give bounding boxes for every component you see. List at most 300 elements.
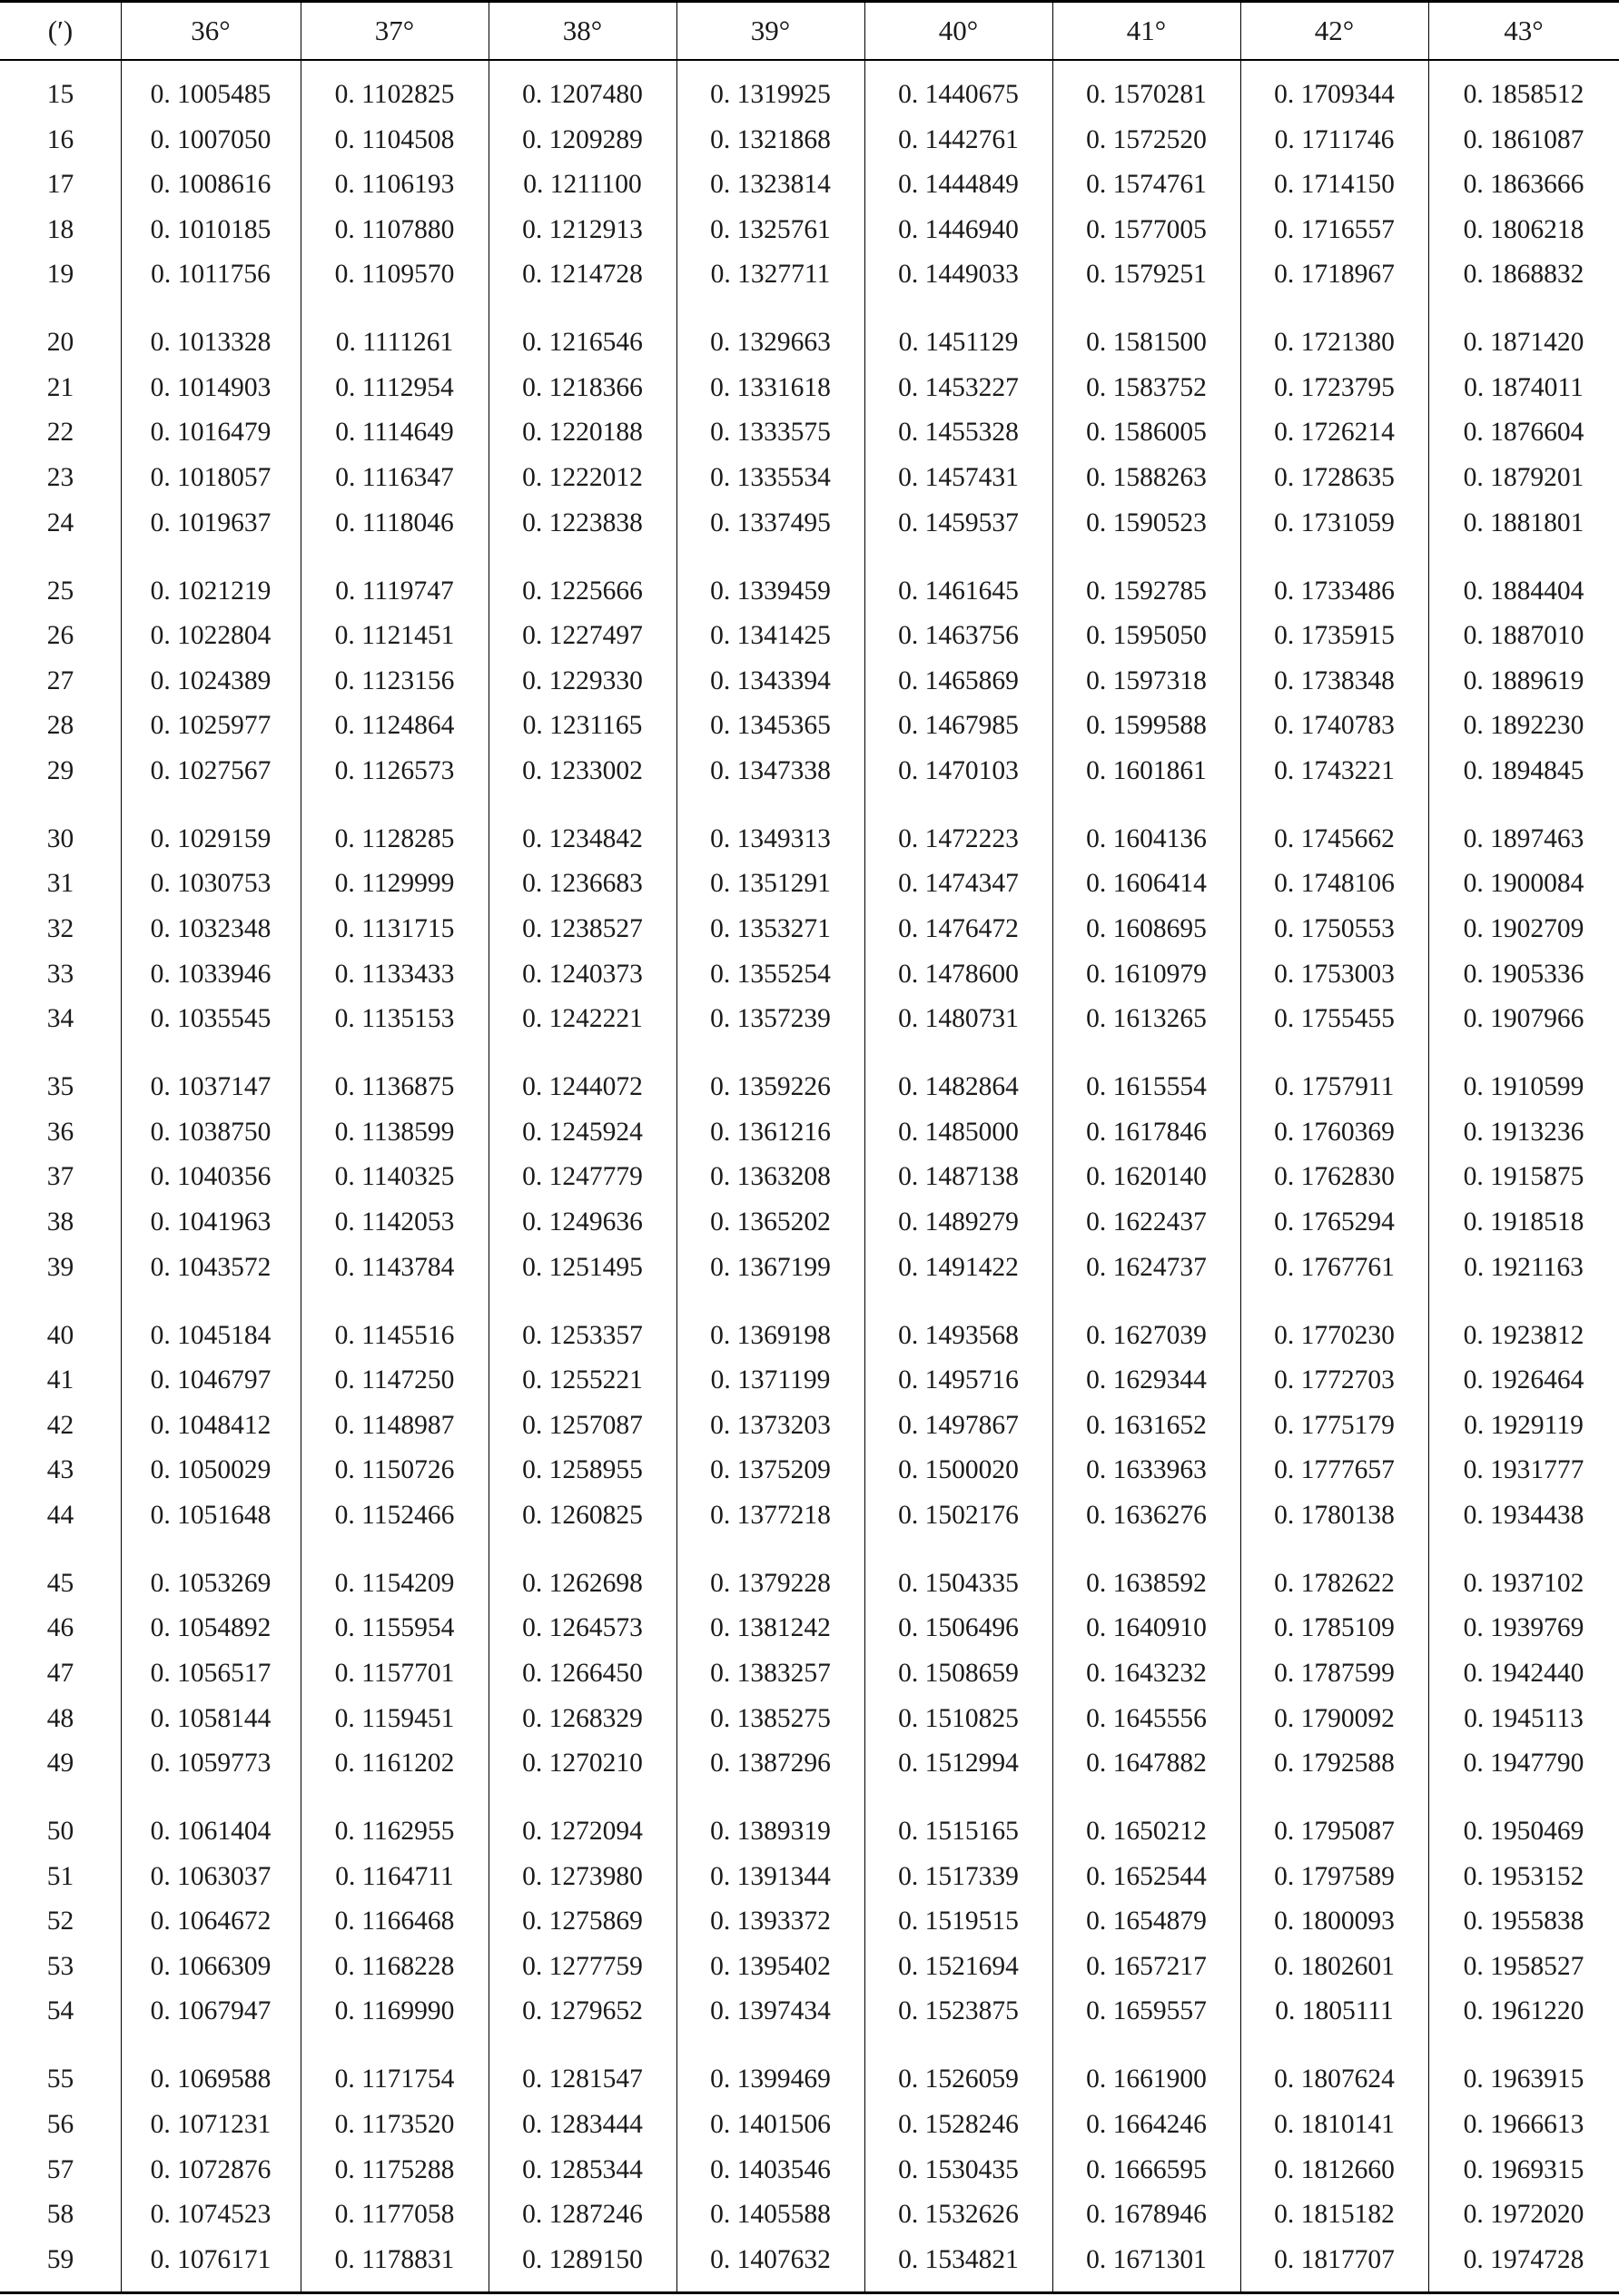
value-cell: 0. 1493568 xyxy=(898,1320,1019,1350)
table-row xyxy=(0,208,1619,253)
minute-cell: 47 xyxy=(46,1658,74,1688)
value-cell: 0. 1640910 xyxy=(1086,1613,1207,1643)
table-row xyxy=(0,1200,1619,1246)
value-cell: 0. 1963915 xyxy=(1463,2064,1584,2094)
value-cell: 0. 1327711 xyxy=(710,260,831,290)
value-cell: 0. 1279652 xyxy=(522,1996,643,2026)
value-cell: 0. 1958527 xyxy=(1463,1951,1584,1981)
value-cell: 0. 1738348 xyxy=(1274,665,1395,695)
value-cell: 0. 1782622 xyxy=(1274,1568,1395,1598)
value-cell: 0. 1457431 xyxy=(898,463,1019,493)
value-cell: 0. 1863666 xyxy=(1463,170,1584,200)
value-cell: 0. 1032348 xyxy=(150,914,271,944)
value-cell: 0. 1072876 xyxy=(150,2154,271,2184)
value-cell: 0. 1671301 xyxy=(1086,2244,1207,2274)
value-cell: 0. 1787599 xyxy=(1274,1658,1395,1688)
value-cell: 0. 1058144 xyxy=(150,1703,271,1733)
table-row xyxy=(0,366,1619,411)
minute-cell: 40 xyxy=(46,1320,74,1350)
value-cell: 0. 1606414 xyxy=(1086,869,1207,899)
value-cell: 0. 1636276 xyxy=(1086,1500,1207,1530)
value-cell: 0. 1064672 xyxy=(150,1907,271,1936)
value-cell: 0. 1008616 xyxy=(150,170,271,200)
minute-cell: 39 xyxy=(46,1252,74,1282)
value-cell: 0. 1021219 xyxy=(150,576,271,606)
minute-cell: 34 xyxy=(46,1004,74,1034)
value-cell: 0. 1442761 xyxy=(898,124,1019,154)
minute-cell: 20 xyxy=(46,328,74,358)
value-cell: 0. 1138599 xyxy=(334,1117,455,1147)
value-cell: 0. 1244072 xyxy=(522,1072,643,1102)
value-cell: 0. 1570281 xyxy=(1086,80,1207,109)
value-cell: 0. 1900084 xyxy=(1463,869,1584,899)
value-cell: 0. 1218366 xyxy=(522,372,643,402)
minute-cell: 46 xyxy=(46,1613,74,1643)
value-cell: 0. 1175288 xyxy=(334,2154,455,2184)
value-cell: 0. 1135153 xyxy=(334,1004,455,1034)
value-cell: 0. 1050029 xyxy=(150,1455,271,1485)
value-cell: 0. 1076171 xyxy=(150,2244,271,2274)
table-row xyxy=(0,1246,1619,1291)
value-cell: 0. 1497867 xyxy=(898,1410,1019,1440)
table-row xyxy=(0,952,1619,998)
value-cell: 0. 1335534 xyxy=(710,463,831,493)
value-cell: 0. 1913236 xyxy=(1463,1117,1584,1147)
value-cell: 0. 1401506 xyxy=(710,2109,831,2139)
value-cell: 0. 1231165 xyxy=(522,711,643,741)
value-cell: 0. 1579251 xyxy=(1086,260,1207,290)
value-cell: 0. 1351291 xyxy=(710,869,831,899)
table-row xyxy=(0,163,1619,208)
value-cell: 0. 1367199 xyxy=(710,1252,831,1282)
value-cell: 0. 1523875 xyxy=(898,1996,1019,2026)
value-cell: 0. 1714150 xyxy=(1274,170,1395,200)
minute-cell: 28 xyxy=(46,711,74,741)
minute-cell: 29 xyxy=(46,755,74,785)
value-cell: 0. 1487138 xyxy=(898,1162,1019,1192)
value-cell: 0. 1902709 xyxy=(1463,914,1584,944)
minute-cell: 52 xyxy=(46,1907,74,1936)
value-cell: 0. 1613265 xyxy=(1086,1004,1207,1034)
value-cell: 0. 1037147 xyxy=(150,1072,271,1102)
header-minutes: (′) xyxy=(47,15,74,46)
value-cell: 0. 1810141 xyxy=(1274,2109,1395,2139)
value-cell: 0. 1446940 xyxy=(898,214,1019,244)
table-row xyxy=(0,2103,1619,2148)
value-cell: 0. 1887010 xyxy=(1463,621,1584,651)
minute-cell: 48 xyxy=(46,1703,74,1733)
value-cell: 0. 1111261 xyxy=(335,328,454,358)
value-cell: 0. 1740783 xyxy=(1274,711,1395,741)
value-cell: 0. 1504335 xyxy=(898,1568,1019,1598)
minute-cell: 42 xyxy=(46,1410,74,1440)
value-cell: 0. 1942440 xyxy=(1463,1658,1584,1688)
value-cell: 0. 1059773 xyxy=(150,1749,271,1779)
value-cell: 0. 1495716 xyxy=(898,1365,1019,1395)
value-cell: 0. 1067947 xyxy=(150,1996,271,2026)
value-cell: 0. 1048412 xyxy=(150,1410,271,1440)
value-cell: 0. 1007050 xyxy=(150,124,271,154)
value-cell: 0. 1355254 xyxy=(710,959,831,989)
minute-cell: 26 xyxy=(46,621,74,651)
value-cell: 0. 1733486 xyxy=(1274,576,1395,606)
value-cell: 0. 1770230 xyxy=(1274,1320,1395,1350)
value-cell: 0. 1491422 xyxy=(898,1252,1019,1282)
table-row xyxy=(0,997,1619,1042)
value-cell: 0. 1657217 xyxy=(1086,1951,1207,1981)
value-cell: 0. 1627039 xyxy=(1086,1320,1207,1350)
value-cell: 0. 1383257 xyxy=(710,1658,831,1688)
value-cell: 0. 1528246 xyxy=(898,2109,1019,2139)
value-cell: 0. 1136875 xyxy=(334,1072,455,1102)
value-cell: 0. 1650212 xyxy=(1086,1817,1207,1847)
value-cell: 0. 1264573 xyxy=(522,1613,643,1643)
value-cell: 0. 1728635 xyxy=(1274,463,1395,493)
header-38-deg: 38° xyxy=(562,15,603,46)
value-cell: 0. 1005485 xyxy=(150,80,271,109)
value-cell: 0. 1395402 xyxy=(710,1951,831,1981)
value-cell: 0. 1661900 xyxy=(1086,2064,1207,2094)
value-cell: 0. 1601861 xyxy=(1086,755,1207,785)
minute-cell: 37 xyxy=(46,1162,74,1192)
value-cell: 0. 1126573 xyxy=(334,755,455,785)
value-cell: 0. 1399469 xyxy=(710,2064,831,2094)
value-cell: 0. 1459537 xyxy=(898,507,1019,537)
minute-cell: 33 xyxy=(46,959,74,989)
value-cell: 0. 1526059 xyxy=(898,2064,1019,2094)
value-cell: 0. 1765294 xyxy=(1274,1207,1395,1237)
value-cell: 0. 1500020 xyxy=(898,1455,1019,1485)
value-cell: 0. 1643232 xyxy=(1086,1658,1207,1688)
value-cell: 0. 1506496 xyxy=(898,1613,1019,1643)
value-cell: 0. 1216546 xyxy=(522,328,643,358)
value-cell: 0. 1638592 xyxy=(1086,1568,1207,1598)
value-cell: 0. 1972020 xyxy=(1463,2200,1584,2230)
value-cell: 0. 1379228 xyxy=(710,1568,831,1598)
value-cell: 0. 1225666 xyxy=(522,576,643,606)
value-cell: 0. 1889619 xyxy=(1463,665,1584,695)
value-cell: 0. 1371199 xyxy=(710,1365,831,1395)
table-row xyxy=(0,1855,1619,1900)
value-cell: 0. 1236683 xyxy=(522,869,643,899)
value-cell: 0. 1812660 xyxy=(1274,2154,1395,2184)
value-cell: 0. 1608695 xyxy=(1086,914,1207,944)
value-cell: 0. 1071231 xyxy=(150,2109,271,2139)
minute-cell: 32 xyxy=(46,914,74,944)
value-cell: 0. 1133433 xyxy=(334,959,455,989)
value-cell: 0. 1063037 xyxy=(150,1861,271,1891)
value-cell: 0. 1678946 xyxy=(1086,2200,1207,2230)
value-cell: 0. 1289150 xyxy=(522,2244,643,2274)
value-cell: 0. 1718967 xyxy=(1274,260,1395,290)
value-cell: 0. 1121451 xyxy=(334,621,455,651)
value-cell: 0. 1150726 xyxy=(334,1455,455,1485)
value-cell: 0. 1104508 xyxy=(334,124,455,154)
value-cell: 0. 1329663 xyxy=(710,328,831,358)
value-cell: 0. 1581500 xyxy=(1086,328,1207,358)
header-36-deg: 36° xyxy=(191,15,231,46)
value-cell: 0. 1800093 xyxy=(1274,1907,1395,1936)
minute-cell: 17 xyxy=(46,170,74,200)
value-cell: 0. 1664246 xyxy=(1086,2109,1207,2139)
table-row xyxy=(0,1358,1619,1404)
value-cell: 0. 1393372 xyxy=(710,1907,831,1936)
value-cell: 0. 1129999 xyxy=(334,869,455,899)
value-cell: 0. 1391344 xyxy=(710,1861,831,1891)
value-cell: 0. 1373203 xyxy=(710,1410,831,1440)
value-cell: 0. 1797589 xyxy=(1274,1861,1395,1891)
header-rule xyxy=(0,59,1619,61)
value-cell: 0. 1465869 xyxy=(898,665,1019,695)
minute-cell: 18 xyxy=(46,214,74,244)
value-cell: 0. 1207480 xyxy=(522,80,643,109)
minute-cell: 23 xyxy=(46,463,74,493)
value-cell: 0. 1716557 xyxy=(1274,214,1395,244)
table-row xyxy=(0,1945,1619,1990)
value-cell: 0. 1155954 xyxy=(334,1613,455,1643)
value-cell: 0. 1349313 xyxy=(710,823,831,853)
value-cell: 0. 1861087 xyxy=(1463,124,1584,154)
value-cell: 0. 1748106 xyxy=(1274,869,1395,899)
table-row xyxy=(0,2193,1619,2238)
value-cell: 0. 1220188 xyxy=(522,418,643,448)
value-cell: 0. 1868832 xyxy=(1463,260,1584,290)
value-cell: 0. 1451129 xyxy=(898,328,1019,358)
value-cell: 0. 1461645 xyxy=(898,576,1019,606)
value-cell: 0. 1760369 xyxy=(1274,1117,1395,1147)
value-cell: 0. 1337495 xyxy=(710,507,831,537)
value-cell: 0. 1910599 xyxy=(1463,1072,1584,1102)
table-row xyxy=(0,749,1619,794)
value-cell: 0. 1519515 xyxy=(898,1907,1019,1936)
value-cell: 0. 1472223 xyxy=(898,823,1019,853)
table-row xyxy=(0,1562,1619,1607)
value-cell: 0. 1777657 xyxy=(1274,1455,1395,1485)
minute-cell: 35 xyxy=(46,1072,74,1102)
value-cell: 0. 1510825 xyxy=(898,1703,1019,1733)
minute-cell: 25 xyxy=(46,576,74,606)
table-row xyxy=(0,1809,1619,1855)
value-cell: 0. 1157701 xyxy=(334,1658,455,1688)
table-row xyxy=(0,1741,1619,1787)
value-cell: 0. 1168228 xyxy=(334,1951,455,1981)
value-cell: 0. 1755455 xyxy=(1274,1004,1395,1034)
minute-cell: 36 xyxy=(46,1117,74,1147)
value-cell: 0. 1054892 xyxy=(150,1613,271,1643)
value-cell: 0. 1929119 xyxy=(1464,1410,1584,1440)
value-cell: 0. 1530435 xyxy=(898,2154,1019,2184)
value-cell: 0. 1633963 xyxy=(1086,1455,1207,1485)
table-row xyxy=(0,1404,1619,1449)
value-cell: 0. 1974728 xyxy=(1463,2244,1584,2274)
value-cell: 0. 1022804 xyxy=(150,621,271,651)
value-cell: 0. 1926464 xyxy=(1463,1365,1584,1395)
minute-cell: 16 xyxy=(46,124,74,154)
value-cell: 0. 1268329 xyxy=(522,1703,643,1733)
value-cell: 0. 1035545 xyxy=(150,1004,271,1034)
value-cell: 0. 1169990 xyxy=(334,1996,455,2026)
value-cell: 0. 1476472 xyxy=(898,914,1019,944)
value-cell: 0. 1359226 xyxy=(710,1072,831,1102)
value-cell: 0. 1056517 xyxy=(150,1658,271,1688)
minute-cell: 56 xyxy=(46,2109,74,2139)
value-cell: 0. 1939769 xyxy=(1463,1613,1584,1643)
value-cell: 0. 1046797 xyxy=(150,1365,271,1395)
value-cell: 0. 1154209 xyxy=(334,1568,455,1598)
value-cell: 0. 1331618 xyxy=(710,372,831,402)
value-cell: 0. 1480731 xyxy=(898,1004,1019,1034)
value-cell: 0. 1277759 xyxy=(522,1951,643,1981)
value-cell: 0. 1397434 xyxy=(710,1996,831,2026)
value-cell: 0. 1647882 xyxy=(1086,1749,1207,1779)
value-cell: 0. 1159451 xyxy=(334,1703,455,1733)
table-row xyxy=(0,1697,1619,1742)
value-cell: 0. 1140325 xyxy=(334,1162,455,1192)
value-cell: 0. 1961220 xyxy=(1463,1996,1584,2026)
value-cell: 0. 1723795 xyxy=(1274,372,1395,402)
table-row xyxy=(0,817,1619,862)
value-cell: 0. 1347338 xyxy=(710,755,831,785)
value-cell: 0. 1780138 xyxy=(1274,1500,1395,1530)
value-cell: 0. 1051648 xyxy=(150,1500,271,1530)
value-cell: 0. 1025977 xyxy=(150,711,271,741)
value-cell: 0. 1014903 xyxy=(150,372,271,402)
minute-cell: 15 xyxy=(46,80,74,109)
value-cell: 0. 1482864 xyxy=(898,1072,1019,1102)
value-cell: 0. 1161202 xyxy=(334,1749,455,1779)
value-cell: 0. 1858512 xyxy=(1463,80,1584,109)
minute-cell: 49 xyxy=(46,1749,74,1779)
value-cell: 0. 1385275 xyxy=(710,1703,831,1733)
value-cell: 0. 1597318 xyxy=(1086,665,1207,695)
value-cell: 0. 1345365 xyxy=(710,711,831,741)
value-cell: 0. 1266450 xyxy=(522,1658,643,1688)
value-cell: 0. 1478600 xyxy=(898,959,1019,989)
value-cell: 0. 1750553 xyxy=(1274,914,1395,944)
minute-cell: 24 xyxy=(46,507,74,537)
value-cell: 0. 1365202 xyxy=(710,1207,831,1237)
value-cell: 0. 1162955 xyxy=(334,1817,455,1847)
value-cell: 0. 1102825 xyxy=(334,80,455,109)
value-cell: 0. 1795087 xyxy=(1274,1817,1395,1847)
value-cell: 0. 1574761 xyxy=(1086,170,1207,200)
table-row xyxy=(0,569,1619,615)
table-row xyxy=(0,1448,1619,1493)
table-top-rule xyxy=(0,0,1619,3)
value-cell: 0. 1599588 xyxy=(1086,711,1207,741)
value-cell: 0. 1521694 xyxy=(898,1951,1019,1981)
value-cell: 0. 1969315 xyxy=(1463,2154,1584,2184)
value-cell: 0. 1124864 xyxy=(334,711,455,741)
value-cell: 0. 1069588 xyxy=(150,2064,271,2094)
value-cell: 0. 1485000 xyxy=(898,1117,1019,1147)
value-cell: 0. 1624737 xyxy=(1086,1252,1207,1282)
value-cell: 0. 1444849 xyxy=(898,170,1019,200)
value-cell: 0. 1590523 xyxy=(1086,507,1207,537)
value-cell: 0. 1588263 xyxy=(1086,463,1207,493)
value-cell: 0. 1389319 xyxy=(710,1817,831,1847)
value-cell: 0. 1353271 xyxy=(710,914,831,944)
table-row xyxy=(0,862,1619,907)
value-cell: 0. 1934438 xyxy=(1463,1500,1584,1530)
value-cell: 0. 1040356 xyxy=(150,1162,271,1192)
value-cell: 0. 1074523 xyxy=(150,2200,271,2230)
value-cell: 0. 1407632 xyxy=(710,2244,831,2274)
value-cell: 0. 1223838 xyxy=(522,507,643,537)
table-row xyxy=(0,1606,1619,1651)
value-cell: 0. 1123156 xyxy=(334,665,455,695)
value-cell: 0. 1508659 xyxy=(898,1658,1019,1688)
table-row xyxy=(0,118,1619,163)
value-cell: 0. 1874011 xyxy=(1464,372,1584,402)
value-cell: 0. 1583752 xyxy=(1086,372,1207,402)
value-cell: 0. 1377218 xyxy=(710,1500,831,1530)
value-cell: 0. 1709344 xyxy=(1274,80,1395,109)
minute-cell: 27 xyxy=(46,665,74,695)
value-cell: 0. 1440675 xyxy=(898,80,1019,109)
value-cell: 0. 1247779 xyxy=(522,1162,643,1192)
value-cell: 0. 1921163 xyxy=(1464,1252,1584,1282)
value-cell: 0. 1449033 xyxy=(898,260,1019,290)
value-cell: 0. 1131715 xyxy=(334,914,455,944)
value-cell: 0. 1019637 xyxy=(150,507,271,537)
value-cell: 0. 1489279 xyxy=(898,1207,1019,1237)
value-cell: 0. 1512994 xyxy=(898,1749,1019,1779)
minute-cell: 58 xyxy=(46,2200,74,2230)
minute-cell: 44 xyxy=(46,1500,74,1530)
value-cell: 0. 1721380 xyxy=(1274,328,1395,358)
minute-cell: 31 xyxy=(46,869,74,899)
value-cell: 0. 1245924 xyxy=(522,1117,643,1147)
value-cell: 0. 1272094 xyxy=(522,1817,643,1847)
value-cell: 0. 1405588 xyxy=(710,2200,831,2230)
value-cell: 0. 1879201 xyxy=(1463,463,1584,493)
minute-cell: 19 xyxy=(46,260,74,290)
value-cell: 0. 1894845 xyxy=(1463,755,1584,785)
value-cell: 0. 1287246 xyxy=(522,2200,643,2230)
minute-cell: 53 xyxy=(46,1951,74,1981)
value-cell: 0. 1341425 xyxy=(710,621,831,651)
value-cell: 0. 1815182 xyxy=(1274,2200,1395,2230)
value-cell: 0. 1455328 xyxy=(898,418,1019,448)
value-cell: 0. 1884404 xyxy=(1463,576,1584,606)
value-cell: 0. 1577005 xyxy=(1086,214,1207,244)
header-39-deg: 39° xyxy=(750,15,791,46)
table-row xyxy=(0,73,1619,118)
value-cell: 0. 1227497 xyxy=(522,621,643,651)
value-cell: 0. 1731059 xyxy=(1274,507,1395,537)
minute-cell: 59 xyxy=(46,2244,74,2274)
value-cell: 0. 1222012 xyxy=(522,463,643,493)
value-cell: 0. 1711746 xyxy=(1274,124,1395,154)
value-cell: 0. 1339459 xyxy=(710,576,831,606)
value-cell: 0. 1321868 xyxy=(710,124,831,154)
value-cell: 0. 1467985 xyxy=(898,711,1019,741)
value-cell: 0. 1045184 xyxy=(150,1320,271,1350)
value-cell: 0. 1013328 xyxy=(150,328,271,358)
value-cell: 0. 1066309 xyxy=(150,1951,271,1981)
value-cell: 0. 1726214 xyxy=(1274,418,1395,448)
value-cell: 0. 1164711 xyxy=(335,1861,454,1891)
minute-cell: 43 xyxy=(46,1455,74,1485)
value-cell: 0. 1757911 xyxy=(1274,1072,1395,1102)
value-cell: 0. 1923812 xyxy=(1463,1320,1584,1350)
value-cell: 0. 1061404 xyxy=(150,1817,271,1847)
value-cell: 0. 1953152 xyxy=(1463,1861,1584,1891)
value-cell: 0. 1805111 xyxy=(1275,1996,1394,2026)
value-cell: 0. 1790092 xyxy=(1274,1703,1395,1733)
value-cell: 0. 1171754 xyxy=(334,2064,455,2094)
